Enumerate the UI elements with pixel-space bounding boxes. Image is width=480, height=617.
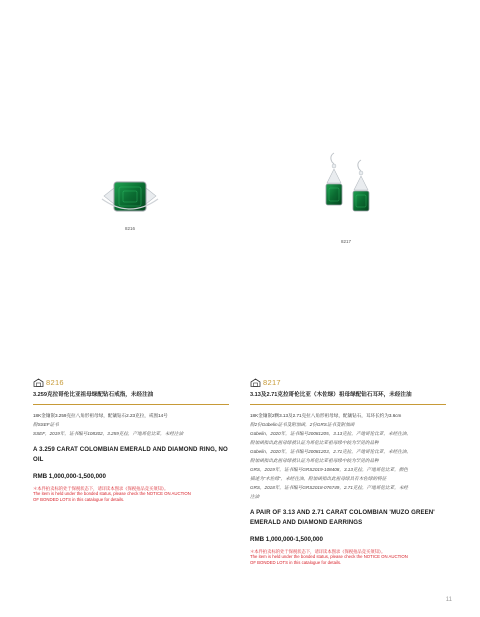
desc-line: Gübelin，2020年，证书编号20081203，2.71克拉，产地哥伦比亚，未经注油， [250, 449, 412, 454]
bonded-warehouse-icon [33, 378, 44, 387]
notice-line: ＊本件拍卖标的处于保税状态下，请详读本图录《保税拍品竞买须知》。 [250, 549, 386, 554]
notice-line: The item is held under the bonded status, please check the NOTICE ON AUCTION [33, 491, 191, 497]
lot-8217-section [250, 377, 446, 565]
notice-line: OF BONDED LOTS in this catalogue for details. [250, 559, 342, 565]
lot-number: 8216 [46, 377, 64, 387]
desc-line: 18K金镶嵌3.259克拉八角形祖母绿，配镶钻石2.23克拉，戒围14号 [33, 413, 168, 418]
desc-line: 附加函指出此祖母绿被认证为哥伦比亚祖母绿中较为罕见的品种 [250, 440, 379, 445]
bonded-notice [33, 486, 229, 502]
lot-title-en: A PAIR OF 3.13 AND 2.71 CARAT COLOMBIAN 'MUZO GREEN' EMERALD AND DIAMOND EARRINGS [250, 509, 435, 526]
lot-number: 8217 [263, 377, 281, 387]
desc-line: GRS，2019年，证书编号GRS2019-108408，3.13克拉，产地哥伦比亚，颜色 [250, 467, 409, 472]
lot-8216-image-caption: 8216 [124, 226, 135, 231]
desc-line: 附SSEF证书 [33, 422, 59, 427]
bonded-notice [250, 549, 446, 565]
desc-line: 附2份Gübelin证书及附加函，2份GRS证书及附加函 [250, 422, 355, 427]
desc-line: 描述为“木佐绿”，未经注油，附加函指出此祖母绿具有木佐绿的特征 [250, 476, 387, 481]
earrings-image [318, 150, 378, 238]
desc-line: SSEF，2019年，证书编号108302，3.259克拉，产地哥伦比亚，未经注油 [33, 431, 184, 436]
desc-line: Gübelin，2020年，证书编号20081205，3.13克拉，产地哥伦比亚，未经注油， [250, 431, 412, 436]
ring-image [90, 175, 170, 217]
desc-line: 注油 [250, 494, 260, 499]
desc-line: GRS，2018年，证书编号GRS2018-076749，2.71克拉，产地哥伦比亚，未经 [250, 485, 409, 490]
lot-8216-section [33, 377, 229, 502]
desc-line: 18K金镶嵌2颗3.13及2.71克拉八角形祖母绿，配镶钻石，耳环长约为3.6cm [250, 413, 402, 418]
gold-divider [250, 404, 446, 405]
lot-title-cn: 3.13及2.71克拉哥伦比亚（木佐绿）祖母绿配钻石耳环，未经注油 [250, 392, 412, 398]
lot-title-en: A 3.259 CARAT COLOMBIAN EMERALD AND DIAMOND RING, NO OIL [33, 446, 228, 463]
lot-estimate: RMB 1,000,000-1,500,000 [250, 536, 323, 543]
notice-line: ＊本件拍卖标的处于保税状态下，请详读本图录《保税拍品竞买须知》。 [33, 486, 169, 491]
lot-description [250, 411, 446, 501]
gold-divider [33, 404, 229, 405]
lot-8216-header [33, 377, 229, 387]
page-number: 11 [445, 597, 452, 603]
bonded-warehouse-icon [250, 378, 261, 387]
lot-8217-image-caption: 8217 [340, 239, 351, 244]
notice-line: The item is held under the bonded status, please check the NOTICE ON AUCTION [250, 554, 408, 560]
lot-estimate: RMB 1,000,000-1,500,000 [33, 473, 106, 480]
desc-line: 附加函指出此祖母绿被认证为哥伦比亚祖母绿中较为罕见的品种 [250, 458, 379, 463]
lot-8217-header [250, 377, 446, 387]
lot-title-cn: 3.259克拉哥伦比亚祖母绿配钻石戒指，未经注油 [33, 392, 154, 398]
lot-description [33, 411, 229, 438]
notice-line: OF BONDED LOTS in this catalogue for details. [33, 496, 125, 502]
